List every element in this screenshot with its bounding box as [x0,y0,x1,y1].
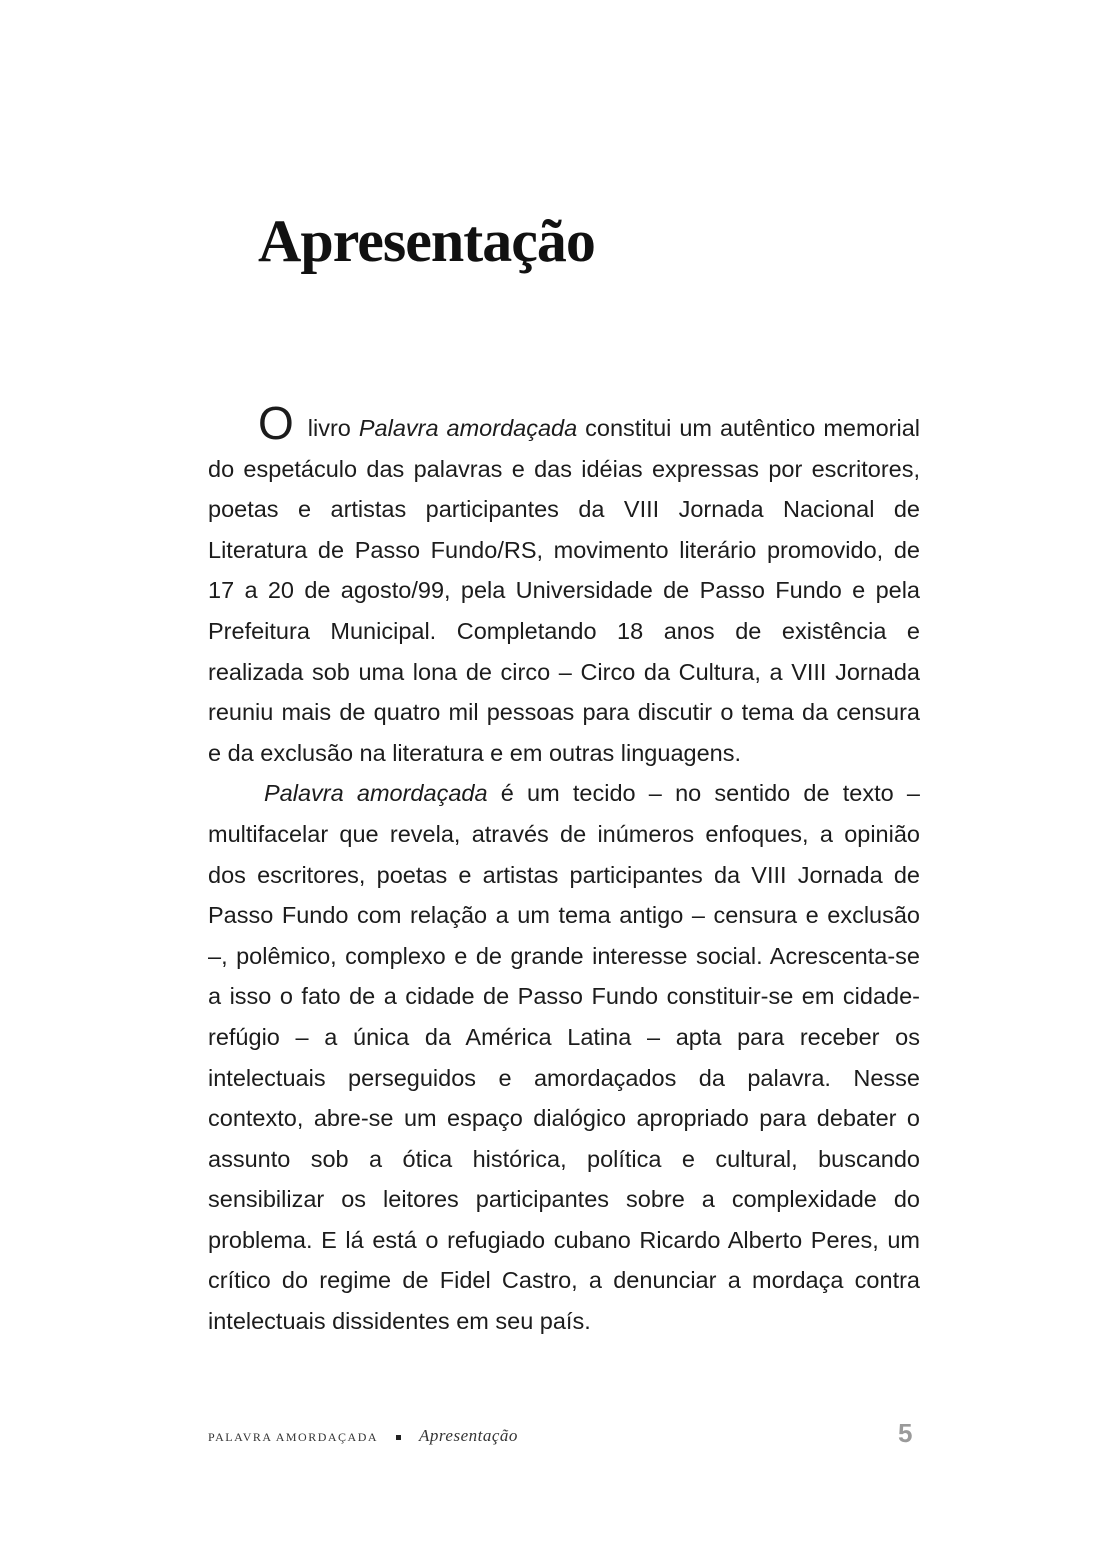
paragraph [208,773,920,1341]
body-text [208,397,920,1342]
running-footer [208,1426,518,1446]
page-title: Apresentação [258,208,595,274]
paragraph [208,397,920,773]
page-number: 5 [898,1418,913,1448]
paragraph-lead: livro [299,415,359,441]
paragraph-text: é um tecido – no sentido de texto – multifacelar que revela, através de inúmeros enfoques, a opinião dos escritores, poetas e artistas participantes da VIII Jornada de Passo Fundo com relação a um tema antigo – censura e exclusão –, polêmico, complexo e de grande interesse social. Acrescenta-se a isso o fato de a cidade de Passo Fundo constituir-se em cidade-refúgio – a única da América Latina – apta para receber os intelectuais perseguidos e amordaçados da palavra. Nesse contexto, abre-se um espaço dialógico apropriado para debater o assunto sob a ótica histórica, política e cultural, buscando sensibilizar os leitores participantes sobre a complexidade do problema. E lá está o refugiado cubano Ricardo Alberto Peres, um crítico do regime de Fidel Castro, a denunciar a mordaça contra intelectuais dissidentes em seu país. [208,780,920,1335]
paragraph-text: constitui um autêntico memorial do espetáculo das palavras e das idéias expressas por escritores, poetas e artistas participantes da VIII Jornada Nacional de Literatura de Passo Fundo/RS, movimento literário promovido, de 17 a 20 de agosto/99, pela Universidade de Passo Fundo e pela Prefeitura Municipal. Completando 18 anos de existência e realizada sob uma lona de circo – Circo da Cultura, a VIII Jornada reuniu mais de quatro mil pessoas para discutir o tema da censura e da exclusão na literatura e em outras linguagens. [208,415,920,766]
book-title: Palavra amordaçada [358,415,578,441]
book-title: Palavra amordaçada [264,780,488,807]
drop-cap: O [258,397,294,449]
footer-book-title: PALAVRA AMORDAÇADA [208,1430,379,1444]
footer-section-title: Apresentação [419,1426,518,1445]
footer-separator [396,1435,401,1440]
